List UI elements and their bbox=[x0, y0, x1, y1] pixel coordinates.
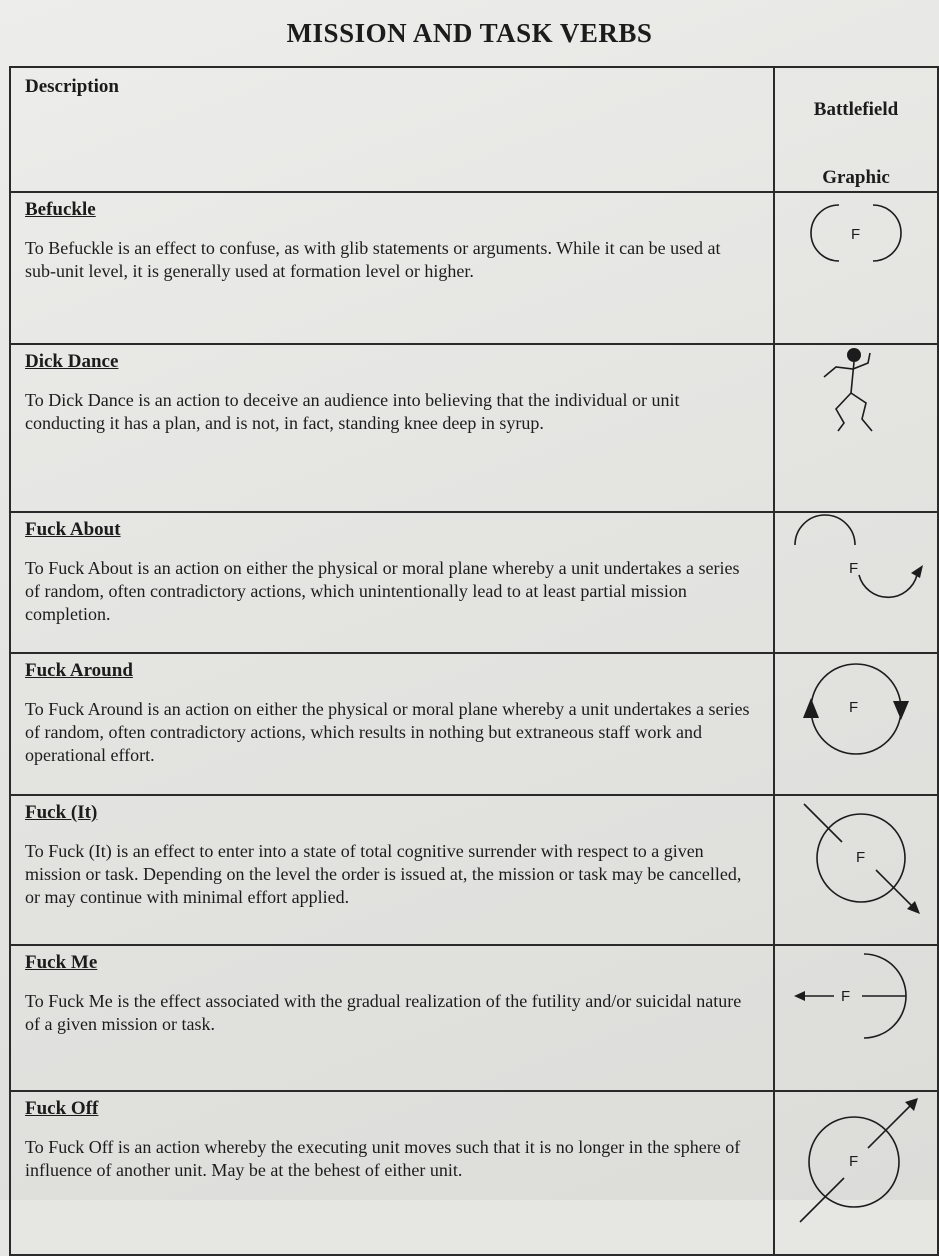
row-graphic-cell bbox=[774, 1091, 938, 1255]
row-description-cell bbox=[10, 945, 774, 1091]
graphic-letter: F bbox=[849, 699, 859, 716]
table-row bbox=[10, 653, 938, 795]
two-facing-arcs-icon bbox=[791, 193, 921, 273]
circle-diagonal-arrow-up-icon bbox=[786, 1092, 926, 1232]
verbs-table bbox=[9, 66, 939, 1256]
table-row bbox=[10, 512, 938, 653]
row-graphic-cell bbox=[774, 795, 938, 945]
verb-name: Fuck Me bbox=[25, 952, 98, 973]
verb-definition: To Fuck About is an action on either the physical or moral plane whereby a unit undertakes a series of random, often contradictory actions, which unintentionally lead to at least partial mission completion. bbox=[25, 558, 740, 624]
verb-name: Fuck Off bbox=[25, 1098, 99, 1119]
header-description: Description bbox=[25, 76, 119, 97]
row-graphic-cell bbox=[774, 945, 938, 1091]
verb-definition: To Dick Dance is an action to deceive an audience into believing that the individual or unit conducting it has a plan, and is not, in fact, standing knee deep in syrup. bbox=[25, 390, 680, 433]
header-graphic bbox=[775, 68, 937, 191]
verb-name: Befuckle bbox=[25, 199, 96, 220]
verb-name: Dick Dance bbox=[25, 351, 119, 372]
graphic-letter: F bbox=[851, 226, 861, 243]
split-arc-arrow-icon bbox=[781, 513, 931, 623]
table-header-row bbox=[10, 67, 938, 192]
verb-name: Fuck About bbox=[25, 519, 121, 540]
graphic-letter: F bbox=[841, 988, 851, 1005]
row-description-cell bbox=[10, 1091, 774, 1255]
circle-opposing-arrowheads-icon bbox=[786, 654, 926, 764]
row-graphic-cell bbox=[774, 512, 938, 653]
table-row bbox=[10, 945, 938, 1091]
graphic-letter: F bbox=[856, 849, 866, 866]
header-graphic-line1: Battlefield bbox=[813, 99, 899, 120]
verb-definition: To Fuck Me is the effect associated with the gradual realization of the futility and/or suicidal nature of a given mission or task. bbox=[25, 991, 742, 1034]
row-graphic-cell bbox=[774, 344, 938, 512]
row-description-cell bbox=[10, 795, 774, 945]
verb-definition: To Befuckle is an effect to confuse, as with glib statements or arguments. While it can be used at sub-unit level, it is generally used at formation level or higher. bbox=[25, 238, 721, 281]
row-description-cell bbox=[10, 192, 774, 344]
graphic-letter: F bbox=[849, 1153, 859, 1170]
table-row bbox=[10, 795, 938, 945]
verb-definition: To Fuck Around is an action on either the physical or moral plane whereby a unit undertakes a series of random, often contradictory actions, which results in nothing but extraneous staff work and operational effort. bbox=[25, 699, 750, 765]
row-description-cell bbox=[10, 344, 774, 512]
verb-definition: To Fuck (It) is an effect to enter into a state of total cognitive surrender with respect to a given mission or task. Depending on the level the order is issued at, the mission or task may be cancelled, or may continue with minimal effort applied. bbox=[25, 841, 742, 907]
dancing-stick-figure-icon bbox=[816, 345, 896, 445]
header-graphic-cell bbox=[774, 67, 938, 192]
row-graphic-cell bbox=[774, 192, 938, 344]
verb-name: Fuck (It) bbox=[25, 802, 98, 823]
table-row bbox=[10, 192, 938, 344]
row-description-cell bbox=[10, 512, 774, 653]
header-graphic-line2: Graphic bbox=[822, 167, 890, 188]
header-description-cell bbox=[10, 67, 774, 192]
verb-definition: To Fuck Off is an action whereby the executing unit moves such that it is no longer in the sphere of influence of another unit. May be at the behest of either unit. bbox=[25, 1137, 741, 1180]
table-row bbox=[10, 1091, 938, 1255]
arc-left-arrow-icon bbox=[786, 946, 926, 1046]
row-description-cell bbox=[10, 653, 774, 795]
circle-diagonal-arrow-down-icon bbox=[786, 796, 926, 916]
graphic-letter: F bbox=[849, 560, 859, 577]
table-row bbox=[10, 344, 938, 512]
verb-name: Fuck Around bbox=[25, 660, 133, 681]
row-graphic-cell bbox=[774, 653, 938, 795]
page-title: MISSION AND TASK VERBS bbox=[286, 18, 653, 48]
